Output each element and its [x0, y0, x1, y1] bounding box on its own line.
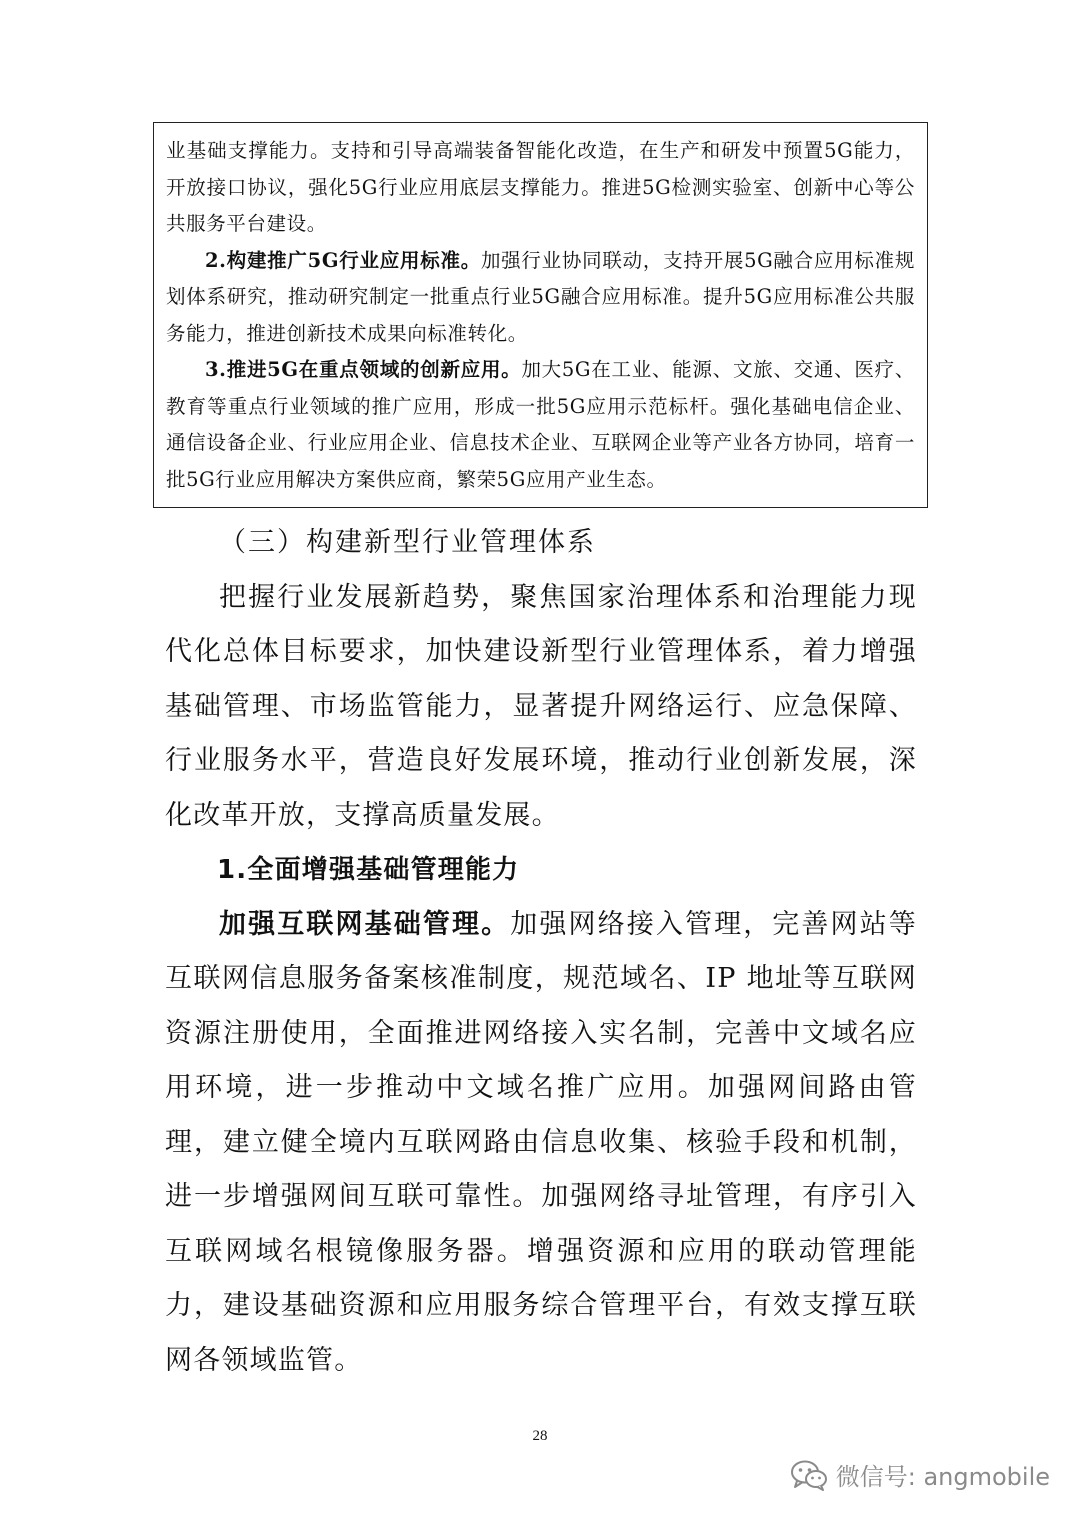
watermark: [790, 1457, 1050, 1492]
watermark-text: 微信号: angmobile: [835, 1463, 1050, 1491]
paragraph-1: 把握行业发展新趋势，聚焦国家治理体系和治理能力现代化总体目标要求，加快建设新型行业管理体系，着力增强基础管理、市场监管能力，显著提升网络运行、应急保障、行业服务水平，营造良好发展环境，推动行业创新发展，深化改革开放，支撑高质量发展。: [165, 581, 917, 831]
paragraph-2-text: 加强网络接入管理，完善网站等互联网信息服务备案核准制度，规范域名、IP 地址等互联网资源注册使用，全面推进网络接入实名制，完善中文域名应用环境，进一步推动中文域名推广应用。加强网间路由管理，建立健全境内互联网路由信息收集、核验手段和机制，进一步增强网间互联可靠性。加强网络寻址管理，有序引入互联网域名根镜像服务器。增强资源和应用的联动管理能力，建设基础资源和应用服务综合管理平台，有效支撑互联网各领域监管。: [165, 908, 917, 1376]
paragraph-2: [165, 898, 917, 1389]
highlight-box: [153, 122, 928, 508]
box-paragraph-2-title: 2.构建推广5G行业应用标准。: [205, 248, 481, 272]
paragraph-2-title: 加强互联网基础管理。: [219, 908, 511, 940]
box-paragraph-3-text: 加大5G在工业、能源、文旅、交通、医疗、教育等重点行业领域的推广应用，形成一批5G应用示范标杆。强化基础电信企业、通信设备企业、行业应用企业、信息技术企业、互联网企业等产业各方协同，培育一批5G行业应用解决方案供应商，繁荣5G应用产业生态。: [166, 358, 916, 491]
box-paragraph-2: [166, 243, 915, 353]
section-heading: （三）构建新型行业管理体系: [219, 527, 596, 558]
page-number: 28: [532, 1428, 548, 1444]
wechat-icon: [790, 1459, 828, 1491]
box-paragraph-2-text: 加强行业协同联动，支持开展5G融合应用标准规划体系研究，推动研究制定一批重点行业5G融合应用标准。提升5G应用标准公共服务能力，推进创新技术成果向标准转化。: [166, 248, 915, 345]
box-paragraph-1: 业基础支撑能力。支持和引导高端装备智能化改造，在生产和研发中预置5G能力，开放接口协议，强化5G行业应用底层支撑能力。推进5G检测实验室、创新中心等公共服务平台建设。: [166, 139, 915, 235]
box-paragraph-3-title: 3.推进5G在重点领域的创新应用。: [205, 358, 522, 381]
main-content: [165, 516, 917, 1388]
subheading: 1.全面增强基础管理能力: [217, 855, 520, 885]
box-paragraph-3: [166, 352, 915, 498]
